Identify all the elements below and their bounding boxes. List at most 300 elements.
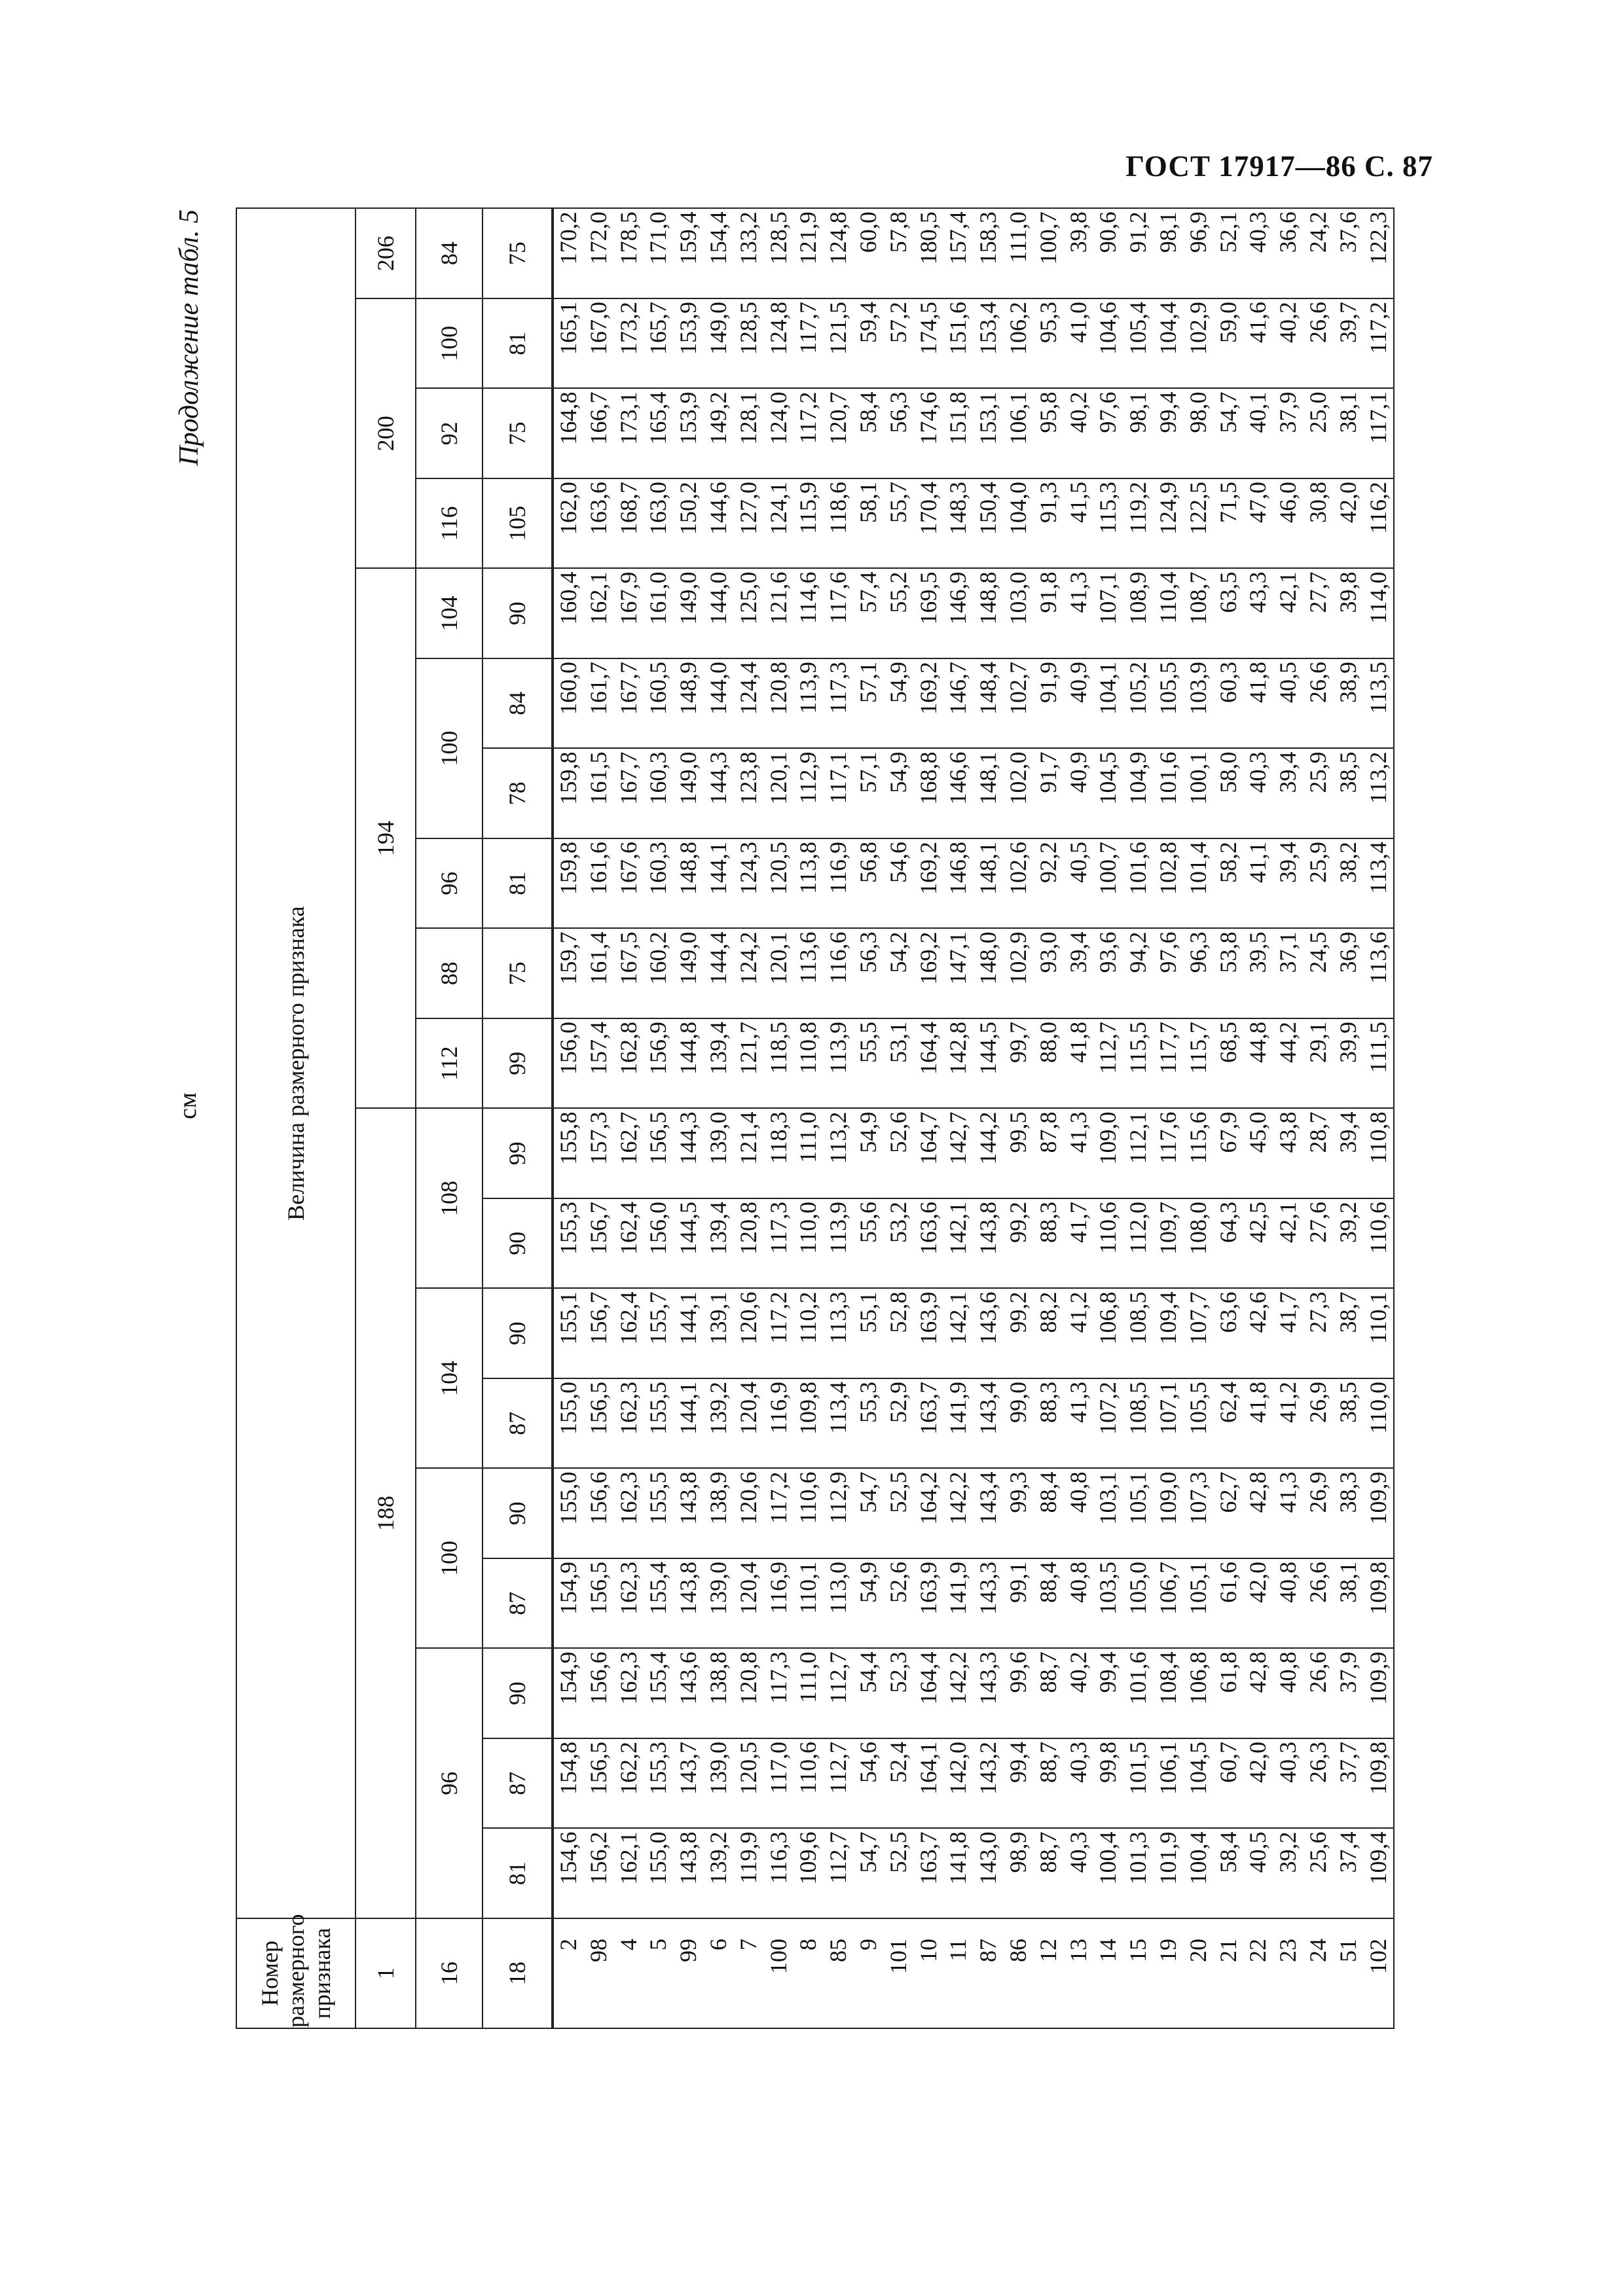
waist-header-cell: 90 <box>483 1469 553 1559</box>
value-cell: 60,3 <box>1214 658 1244 749</box>
value-cell: 156,0 <box>644 1198 674 1289</box>
value-cell: 124,8 <box>824 208 854 298</box>
waist-header-cell: 84 <box>483 658 553 749</box>
value-cell: 57,8 <box>884 208 914 298</box>
value-cell: 27,6 <box>1304 1198 1334 1289</box>
value-cell: 27,3 <box>1304 1289 1334 1379</box>
value-cell: 113,4 <box>1364 838 1395 929</box>
value-cell: 56,3 <box>854 929 884 1019</box>
units-label: см <box>174 1092 202 1119</box>
waist-header-cell: 87 <box>483 1558 553 1649</box>
attribute-number-cell: 87 <box>974 1918 1004 2028</box>
value-cell: 104,9 <box>1123 749 1154 839</box>
value-cell: 168,8 <box>914 749 944 839</box>
value-cell: 41,3 <box>1064 1378 1094 1469</box>
value-cell: 26,9 <box>1304 1469 1334 1559</box>
value-cell: 167,0 <box>584 298 614 389</box>
value-cell: 62,7 <box>1214 1469 1244 1559</box>
value-cell: 162,7 <box>614 1109 644 1199</box>
value-cell: 108,7 <box>1184 569 1214 659</box>
value-cell: 53,2 <box>884 1198 914 1289</box>
value-cell: 40,5 <box>1273 658 1304 749</box>
value-cell: 119,9 <box>734 1829 764 1919</box>
value-cell: 125,0 <box>734 569 764 659</box>
value-cell: 128,1 <box>734 389 764 479</box>
value-cell: 155,1 <box>553 1289 584 1379</box>
value-cell: 148,1 <box>974 838 1004 929</box>
value-cell: 142,0 <box>943 1738 974 1829</box>
value-cell: 41,8 <box>1243 658 1273 749</box>
value-cell: 161,7 <box>584 658 614 749</box>
value-cell: 148,3 <box>943 478 974 569</box>
value-cell: 157,4 <box>943 208 974 298</box>
table-row <box>1123 208 1154 2028</box>
value-cell: 154,6 <box>553 1829 584 1919</box>
value-cell: 123,8 <box>734 749 764 839</box>
value-cell: 24,2 <box>1304 208 1334 298</box>
value-cell: 110,6 <box>793 1469 824 1559</box>
value-cell: 117,1 <box>1364 389 1395 479</box>
value-cell: 39,4 <box>1064 929 1094 1019</box>
value-cell: 174,5 <box>914 298 944 389</box>
value-cell: 99,2 <box>1004 1289 1034 1379</box>
value-cell: 117,3 <box>764 1198 794 1289</box>
value-cell: 149,0 <box>674 569 704 659</box>
value-cell: 143,3 <box>974 1649 1004 1739</box>
value-cell: 111,0 <box>793 1649 824 1739</box>
table-row <box>1034 208 1064 2028</box>
value-cell: 41,0 <box>1064 298 1094 389</box>
value-cell: 109,4 <box>1154 1289 1184 1379</box>
table-row <box>553 208 584 2028</box>
value-cell: 162,0 <box>553 478 584 569</box>
value-cell: 155,0 <box>553 1378 584 1469</box>
value-cell: 120,1 <box>764 929 794 1019</box>
value-cell: 117,1 <box>824 749 854 839</box>
value-cell: 120,6 <box>734 1289 764 1379</box>
height-header-cell: 188 <box>356 1109 416 1919</box>
attribute-number-cell: 13 <box>1064 1918 1094 2028</box>
value-cell: 124,0 <box>764 389 794 479</box>
value-cell: 102,9 <box>1004 929 1034 1019</box>
value-cell: 158,3 <box>974 208 1004 298</box>
height-header-cell: 194 <box>356 569 416 1109</box>
value-cell: 144,2 <box>974 1109 1004 1199</box>
value-cell: 163,9 <box>914 1558 944 1649</box>
value-cell: 104,5 <box>1093 749 1123 839</box>
value-cell: 40,2 <box>1064 389 1094 479</box>
value-cell: 40,8 <box>1064 1558 1094 1649</box>
attribute-number-cell: 5 <box>644 1918 674 2028</box>
table-row <box>1214 208 1244 2028</box>
value-cell: 44,2 <box>1273 1018 1304 1109</box>
value-cell: 171,0 <box>644 208 674 298</box>
value-cell: 120,5 <box>764 838 794 929</box>
chest-header-cell: 108 <box>416 1109 483 1289</box>
value-cell: 160,3 <box>644 749 674 839</box>
value-cell: 40,2 <box>1064 1649 1094 1739</box>
value-cell: 67,9 <box>1214 1109 1244 1199</box>
value-cell: 41,7 <box>1064 1198 1094 1289</box>
continuation-label: Продолжение табл. 5 <box>174 209 204 466</box>
value-cell: 91,7 <box>1034 749 1064 839</box>
value-cell: 96,3 <box>1184 929 1214 1019</box>
attribute-number-cell: 20 <box>1184 1918 1214 2028</box>
value-cell: 37,6 <box>1334 208 1364 298</box>
value-cell: 42,0 <box>1243 1558 1273 1649</box>
value-cell: 38,9 <box>1334 658 1364 749</box>
height-row <box>356 208 416 2028</box>
running-header: ГОСТ 17917—86 С. 87 <box>1125 150 1433 183</box>
value-cell: 141,8 <box>943 1829 974 1919</box>
value-cell: 63,6 <box>1214 1289 1244 1379</box>
value-cell: 40,8 <box>1273 1558 1304 1649</box>
value-cell: 162,3 <box>614 1469 644 1559</box>
value-cell: 161,5 <box>584 749 614 839</box>
table-row <box>824 208 854 2028</box>
value-cell: 156,2 <box>584 1829 614 1919</box>
value-cell: 170,2 <box>553 208 584 298</box>
value-cell: 99,5 <box>1004 1109 1034 1199</box>
value-cell: 112,7 <box>1093 1018 1123 1109</box>
value-cell: 101,6 <box>1154 749 1184 839</box>
value-cell: 101,3 <box>1123 1829 1154 1919</box>
value-cell: 128,5 <box>764 208 794 298</box>
value-cell: 47,0 <box>1243 478 1273 569</box>
value-cell: 54,6 <box>854 1738 884 1829</box>
value-cell: 41,3 <box>1064 569 1094 659</box>
value-cell: 59,0 <box>1214 298 1244 389</box>
value-cell: 88,7 <box>1034 1649 1064 1739</box>
value-cell: 61,6 <box>1214 1558 1244 1649</box>
value-cell: 111,0 <box>793 1109 824 1199</box>
table-row <box>1154 208 1184 2028</box>
value-cell: 91,2 <box>1123 208 1154 298</box>
value-cell: 93,0 <box>1034 929 1064 1019</box>
value-cell: 112,9 <box>824 1469 854 1559</box>
value-cell: 37,1 <box>1273 929 1304 1019</box>
value-cell: 99,4 <box>1093 1649 1123 1739</box>
chest-header-cell: 96 <box>416 838 483 929</box>
attribute-number-cell: 10 <box>914 1918 944 2028</box>
value-cell: 117,2 <box>1364 298 1395 389</box>
attribute-number-cell: 6 <box>704 1918 734 2028</box>
value-cell: 39,4 <box>1273 749 1304 839</box>
value-cell: 127,0 <box>734 478 764 569</box>
value-cell: 168,7 <box>614 478 644 569</box>
value-cell: 155,8 <box>553 1109 584 1199</box>
value-cell: 103,5 <box>1093 1558 1123 1649</box>
value-cell: 43,3 <box>1243 569 1273 659</box>
stub-label-chest: 16 <box>416 1918 483 2028</box>
value-cell: 105,4 <box>1123 298 1154 389</box>
value-cell: 164,4 <box>914 1018 944 1109</box>
value-cell: 42,6 <box>1243 1289 1273 1379</box>
value-cell: 45,0 <box>1243 1109 1273 1199</box>
value-cell: 99,0 <box>1004 1378 1034 1469</box>
value-cell: 104,6 <box>1093 298 1123 389</box>
value-cell: 109,8 <box>1364 1738 1395 1829</box>
value-cell: 110,8 <box>793 1018 824 1109</box>
chest-row <box>416 208 483 2028</box>
value-cell: 88,4 <box>1034 1469 1064 1559</box>
value-cell: 106,2 <box>1004 298 1034 389</box>
value-cell: 109,0 <box>1093 1109 1123 1199</box>
value-cell: 118,5 <box>764 1018 794 1109</box>
attribute-number-cell: 21 <box>1214 1918 1244 2028</box>
value-cell: 41,6 <box>1243 298 1273 389</box>
attribute-number-cell: 22 <box>1243 1918 1273 2028</box>
value-cell: 146,7 <box>943 658 974 749</box>
value-cell: 59,4 <box>854 298 884 389</box>
value-cell: 99,6 <box>1004 1649 1034 1739</box>
value-cell: 41,2 <box>1064 1289 1094 1379</box>
value-cell: 120,1 <box>764 749 794 839</box>
value-cell: 141,9 <box>943 1378 974 1469</box>
value-cell: 110,0 <box>1364 1378 1395 1469</box>
value-cell: 88,4 <box>1034 1558 1064 1649</box>
value-cell: 26,9 <box>1304 1378 1334 1469</box>
chest-header-cell: 116 <box>416 478 483 569</box>
value-cell: 143,0 <box>974 1829 1004 1919</box>
table-row <box>1304 208 1334 2028</box>
value-cell: 56,8 <box>854 838 884 929</box>
table-row <box>854 208 884 2028</box>
value-cell: 154,8 <box>553 1738 584 1829</box>
value-cell: 42,8 <box>1243 1469 1273 1559</box>
attribute-number-cell: 86 <box>1004 1918 1034 2028</box>
table-row <box>1243 208 1273 2028</box>
value-cell: 155,5 <box>644 1378 674 1469</box>
value-cell: 106,1 <box>1004 389 1034 479</box>
value-cell: 110,6 <box>1093 1198 1123 1289</box>
value-cell: 156,7 <box>584 1289 614 1379</box>
value-cell: 54,2 <box>884 929 914 1019</box>
value-cell: 53,8 <box>1214 929 1244 1019</box>
value-cell: 102,7 <box>1004 658 1034 749</box>
value-cell: 38,2 <box>1334 838 1364 929</box>
value-cell: 148,8 <box>974 569 1004 659</box>
value-cell: 39,9 <box>1334 1018 1364 1109</box>
value-cell: 156,9 <box>644 1018 674 1109</box>
value-cell: 120,7 <box>824 389 854 479</box>
chest-header-cell: 96 <box>416 1649 483 1919</box>
value-cell: 99,4 <box>1004 1738 1034 1829</box>
value-cell: 154,9 <box>553 1649 584 1739</box>
value-cell: 167,9 <box>614 569 644 659</box>
value-cell: 57,2 <box>884 298 914 389</box>
value-cell: 164,2 <box>914 1469 944 1559</box>
value-cell: 163,9 <box>914 1289 944 1379</box>
value-cell: 165,7 <box>644 298 674 389</box>
value-cell: 112,1 <box>1123 1109 1154 1199</box>
value-cell: 112,7 <box>824 1649 854 1739</box>
value-cell: 144,3 <box>704 749 734 839</box>
value-cell: 154,9 <box>553 1558 584 1649</box>
value-cell: 120,8 <box>764 658 794 749</box>
value-cell: 40,3 <box>1273 1738 1304 1829</box>
value-cell: 99,4 <box>1154 389 1184 479</box>
value-cell: 161,0 <box>644 569 674 659</box>
value-cell: 167,6 <box>614 838 644 929</box>
value-cell: 43,8 <box>1273 1109 1304 1199</box>
value-cell: 58,0 <box>1214 749 1244 839</box>
value-cell: 107,1 <box>1154 1378 1184 1469</box>
table-row <box>884 208 914 2028</box>
value-cell: 164,4 <box>914 1649 944 1739</box>
waist-header-cell: 87 <box>483 1738 553 1829</box>
waist-header-cell: 75 <box>483 389 553 479</box>
attribute-number-cell: 99 <box>674 1918 704 2028</box>
value-cell: 124,8 <box>764 298 794 389</box>
value-cell: 180,5 <box>914 208 944 298</box>
value-cell: 25,9 <box>1304 838 1334 929</box>
value-cell: 160,2 <box>644 929 674 1019</box>
value-cell: 165,1 <box>553 298 584 389</box>
value-cell: 151,8 <box>943 389 974 479</box>
value-cell: 107,2 <box>1093 1378 1123 1469</box>
value-cell: 91,3 <box>1034 478 1064 569</box>
value-cell: 115,5 <box>1123 1018 1154 1109</box>
value-cell: 62,4 <box>1214 1378 1244 1469</box>
value-cell: 162,3 <box>614 1378 644 1469</box>
value-cell: 148,4 <box>974 658 1004 749</box>
value-cell: 156,6 <box>584 1469 614 1559</box>
value-cell: 100,7 <box>1093 838 1123 929</box>
waist-header-cell: 90 <box>483 1649 553 1739</box>
value-cell: 109,9 <box>1364 1469 1395 1559</box>
value-cell: 26,6 <box>1304 658 1334 749</box>
value-cell: 142,8 <box>943 1018 974 1109</box>
value-cell: 42,8 <box>1243 1649 1273 1739</box>
value-cell: 149,0 <box>704 298 734 389</box>
value-cell: 26,6 <box>1304 1649 1334 1739</box>
value-cell: 153,4 <box>974 298 1004 389</box>
waist-header-cell: 90 <box>483 569 553 659</box>
table-row <box>644 208 674 2028</box>
value-cell: 121,7 <box>734 1018 764 1109</box>
value-cell: 114,0 <box>1364 569 1395 659</box>
value-cell: 61,8 <box>1214 1649 1244 1739</box>
value-cell: 149,0 <box>674 749 704 839</box>
value-cell: 109,4 <box>1364 1829 1395 1919</box>
value-cell: 110,8 <box>1364 1109 1395 1199</box>
chest-header-cell: 100 <box>416 1469 483 1649</box>
value-cell: 54,9 <box>884 658 914 749</box>
value-cell: 100,4 <box>1184 1829 1214 1919</box>
value-cell: 155,4 <box>644 1649 674 1739</box>
attribute-number-cell: 15 <box>1123 1918 1154 2028</box>
value-cell: 117,7 <box>1154 1018 1184 1109</box>
value-cell: 42,1 <box>1273 1198 1304 1289</box>
value-cell: 102,6 <box>1004 838 1034 929</box>
value-cell: 146,6 <box>943 749 974 839</box>
attribute-number-cell: 24 <box>1304 1918 1334 2028</box>
value-cell: 103,9 <box>1184 658 1214 749</box>
stub-label-height: 1 <box>356 1918 416 2028</box>
value-cell: 95,8 <box>1034 389 1064 479</box>
value-cell: 124,4 <box>734 658 764 749</box>
value-cell: 58,4 <box>1214 1829 1244 1919</box>
value-cell: 118,6 <box>824 478 854 569</box>
value-cell: 38,5 <box>1334 749 1364 839</box>
value-cell: 39,8 <box>1334 569 1364 659</box>
value-cell: 121,5 <box>824 298 854 389</box>
waist-header-cell: 81 <box>483 838 553 929</box>
waist-header-cell: 99 <box>483 1109 553 1199</box>
value-cell: 54,9 <box>854 1558 884 1649</box>
value-cell: 52,9 <box>884 1378 914 1469</box>
value-cell: 117,2 <box>764 1469 794 1559</box>
value-cell: 143,6 <box>974 1289 1004 1379</box>
value-cell: 143,8 <box>674 1558 704 1649</box>
value-cell: 113,2 <box>1364 749 1395 839</box>
value-cell: 111,0 <box>1004 208 1034 298</box>
value-cell: 143,6 <box>674 1649 704 1739</box>
attribute-number-cell: 51 <box>1334 1918 1364 2028</box>
value-cell: 44,8 <box>1243 1018 1273 1109</box>
value-cell: 97,6 <box>1154 929 1184 1019</box>
table-row <box>974 208 1004 2028</box>
value-cell: 113,5 <box>1364 658 1395 749</box>
table-row <box>1334 208 1364 2028</box>
value-cell: 160,5 <box>644 658 674 749</box>
value-cell: 169,2 <box>914 658 944 749</box>
value-cell: 162,1 <box>614 1829 644 1919</box>
value-cell: 160,4 <box>553 569 584 659</box>
attribute-number-cell: 8 <box>793 1918 824 2028</box>
table-row <box>1273 208 1304 2028</box>
value-cell: 139,4 <box>704 1018 734 1109</box>
table-row <box>584 208 614 2028</box>
value-cell: 139,0 <box>704 1738 734 1829</box>
value-cell: 26,6 <box>1304 1558 1334 1649</box>
value-cell: 114,6 <box>793 569 824 659</box>
value-cell: 113,0 <box>824 1558 854 1649</box>
value-cell: 148,1 <box>974 749 1004 839</box>
value-cell: 100,4 <box>1093 1829 1123 1919</box>
value-cell: 139,0 <box>704 1558 734 1649</box>
measurements-table <box>236 207 1395 2029</box>
value-cell: 156,0 <box>553 1018 584 1109</box>
value-cell: 107,1 <box>1093 569 1123 659</box>
value-cell: 53,1 <box>884 1018 914 1109</box>
value-cell: 105,5 <box>1184 1378 1214 1469</box>
value-cell: 162,4 <box>614 1289 644 1379</box>
value-cell: 40,5 <box>1243 1829 1273 1919</box>
attribute-number-cell: 23 <box>1273 1918 1304 2028</box>
value-cell: 167,7 <box>614 658 644 749</box>
value-cell: 101,9 <box>1154 1829 1184 1919</box>
value-cell: 99,1 <box>1004 1558 1034 1649</box>
value-cell: 37,9 <box>1334 1649 1364 1739</box>
value-cell: 110,1 <box>1364 1289 1395 1379</box>
value-cell: 97,6 <box>1093 389 1123 479</box>
value-cell: 41,2 <box>1273 1378 1304 1469</box>
value-cell: 133,2 <box>734 208 764 298</box>
value-cell: 124,2 <box>734 929 764 1019</box>
value-cell: 40,8 <box>1273 1649 1304 1739</box>
value-cell: 108,9 <box>1123 569 1154 659</box>
table-row <box>1004 208 1034 2028</box>
value-cell: 52,6 <box>884 1109 914 1199</box>
value-cell: 110,1 <box>793 1558 824 1649</box>
value-cell: 71,5 <box>1214 478 1244 569</box>
value-cell: 154,4 <box>704 208 734 298</box>
value-cell: 115,3 <box>1093 478 1123 569</box>
value-cell: 115,7 <box>1184 1018 1214 1109</box>
attribute-number-cell: 2 <box>553 1918 584 2028</box>
